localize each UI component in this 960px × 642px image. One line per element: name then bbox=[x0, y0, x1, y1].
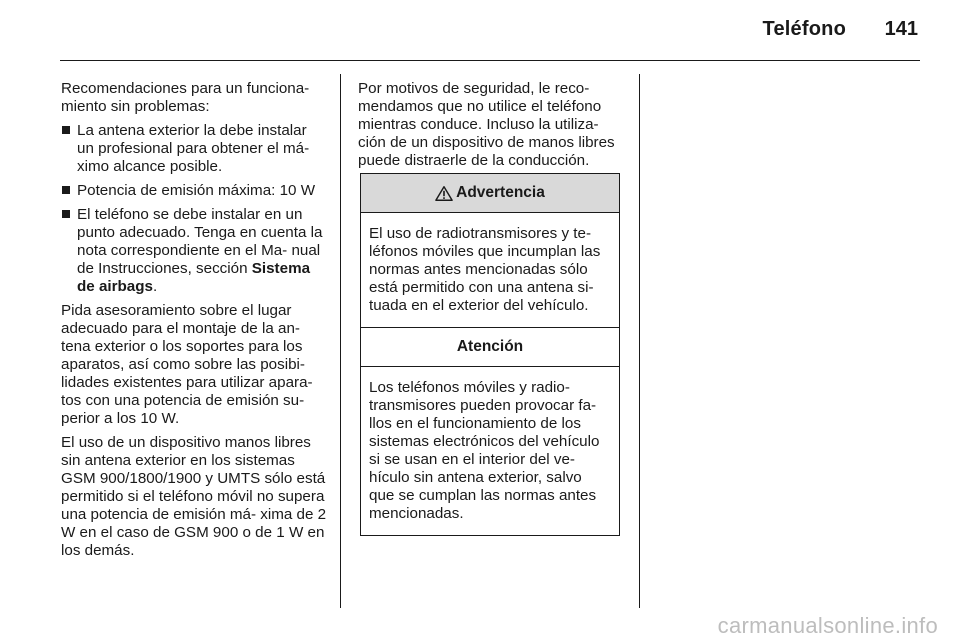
left-paragraph-1: Pida asesoramiento sobre el lugar adecuado para el montaje de la an- tena exterior o los soportes para los aparatos, así como sobre las posibi- lidades existentes para utilizar apara- tos con una potencia de emisión su- perior a los 10 W. bbox=[61, 302, 313, 427]
bullet-square-icon bbox=[62, 186, 70, 194]
caution-box bbox=[360, 327, 620, 536]
list-item bbox=[61, 206, 327, 296]
watermark: carmanualsonline.info bbox=[717, 613, 938, 638]
warning-box-header bbox=[361, 174, 619, 213]
recommendation-list bbox=[61, 122, 327, 296]
caution-box-title: Atención bbox=[456, 338, 524, 355]
list-item-text: El teléfono se debe instalar en un punto adecuado. Tenga en cuenta la nota correspondiente en el Ma- nual de Instrucciones, sección bbox=[77, 206, 323, 277]
warning-triangle-icon bbox=[435, 185, 453, 202]
column-divider-left bbox=[340, 74, 341, 608]
bullet-square-icon bbox=[62, 210, 70, 218]
page-number: 141 bbox=[884, 18, 918, 40]
left-paragraph-2: El uso de un dispositivo manos libres sin antena exterior en los sistemas GSM 900/1800/1900 y UMTS sólo está permitido si el teléfono móvil no supera una potencia de emisión má- xima de 2 W en el caso de GSM 900 o de 1 W en los demás. bbox=[61, 434, 327, 559]
page-title: Teléfono bbox=[762, 18, 846, 40]
page-header bbox=[60, 0, 920, 61]
left-column bbox=[61, 80, 327, 566]
airbag-section-reference: Sistema de airbags bbox=[77, 260, 311, 295]
warning-box bbox=[360, 173, 620, 328]
left-intro: Recomendaciones para un funciona- miento sin problemas: bbox=[61, 80, 310, 115]
right-column-intro bbox=[358, 80, 624, 176]
list-item-text: Potencia de emisión máxima: 10 W bbox=[77, 182, 316, 199]
right-intro: Por motivos de seguridad, le reco- mendamos que no utilice el teléfono mientras conduce. Incluso la utiliza- ción de un dispositivo de manos libres puede distraerle de la conducción. bbox=[358, 80, 615, 169]
caution-box-header bbox=[361, 328, 619, 367]
list-item bbox=[61, 122, 327, 176]
warning-box-body: El uso de radiotransmisores y te- léfonos móviles que incumplan las normas antes mencionadas sólo está permitido con una antena si- tuada en el exterior del vehículo. bbox=[369, 225, 601, 314]
list-item-punctuation: . bbox=[152, 278, 158, 295]
list-item-text: La antena exterior la debe instalar un profesional para obtener el má- ximo alcance posible. bbox=[77, 122, 310, 175]
column-divider-right bbox=[639, 74, 640, 608]
bullet-square-icon bbox=[62, 126, 70, 134]
list-item bbox=[61, 182, 327, 200]
warning-box-title: Advertencia bbox=[456, 184, 545, 201]
caution-box-body: Los teléfonos móviles y radio- transmisores pueden provocar fa- llos en el funcionamiento de los sistemas electrónicos del vehículo si se usan en el interior del ve- hículo sin antena exterior, salvo que se cumplan las normas antes mencionadas. bbox=[369, 379, 600, 522]
